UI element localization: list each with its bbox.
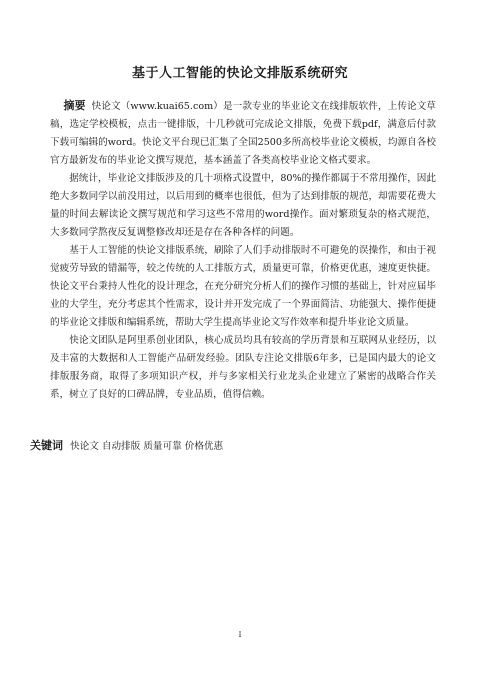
paper-title: 基于人工智能的快论文排版系统研究 xyxy=(131,66,348,81)
keywords-text: 快论文 自动排版 质量可靠 价格优惠 xyxy=(70,441,224,452)
keywords-line xyxy=(30,438,450,455)
abstract-paragraph-3: 基于人工智能的快论文排版系统，刷除了人们手动排版时不可避免的误操作，和由于视觉疲劳导致的错漏等，较之传统的人工排版方式，质量更可靠，价格更优惠，速度更快捷。快论文平台秉持人性化的设计理念，在充分研究分析人们的操作习惯的基础上，针对应届毕业的大学生，充分考虑其个性需求，设计并开发完成了一个界面简洁、功能强大、操作便捷的毕业论文排版和编辑系统，帮助大学生提高毕业论文写作效率和提升毕业论文质量。 xyxy=(50,245,436,328)
abstract-body xyxy=(50,97,436,404)
keywords-label: 关键词 xyxy=(30,439,63,452)
page-number: I xyxy=(238,631,242,639)
abstract-paragraph-4: 快论文团队是阿里系创业团队，核心成员均具有较高的学历背景和互联网从业经历，以及丰富的大数据和人工智能产品研发经验。团队专注论文排版6年多，已是国内最大的论文排版服务商，取得了多项知识产权，并与多家相关行业龙头企业建立了紧密的战略合作关系，树立了良好的口碑品牌，专业品质，值得信赖。 xyxy=(50,335,436,400)
abstract-paragraph-2: 据统计，毕业论文排版涉及的几十项格式设置中，80%的操作都属于不常用操作，因此绝大多数同学以前没用过，以后用到的概率也很低，但为了达到排版的规范，却需要花费大量的时间去解读论文撰写规范和学习这些不常用的word操作。面对繁琐复杂的格式规范，大多数同学熬夜反复调整修改却还是存在各种各样的问题。 xyxy=(50,173,436,238)
abstract-paragraph-1-text: 快论文（www.kuai65.com）是一款专业的毕业论文在线排版软件，上传论文草稿，选定学校模板，点击一键排版，十几秒就可完成论文排版，免费下载pdf，满意后付款下载可编辑的word。快论文平台现已汇集了全国2500多所高校毕业论文模板，均源自各校官方最新发布的毕业论文撰写规范，基本涵盖了各类高校毕业论文格式要求。 xyxy=(50,101,436,166)
abstract-label: 摘要 xyxy=(63,99,86,112)
abstract-paragraph-1 xyxy=(50,97,436,170)
